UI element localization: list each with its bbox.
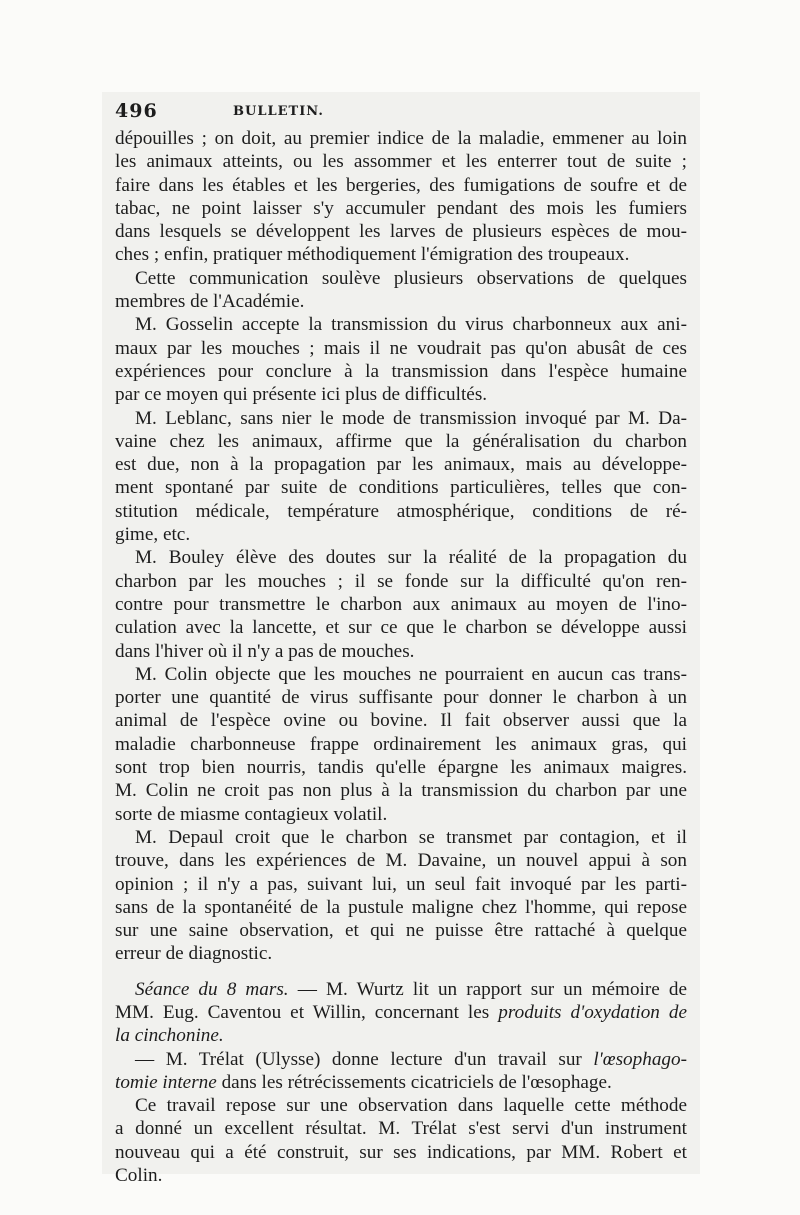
italic-title: la cinchonine.	[115, 1025, 224, 1047]
italic-title: produits d'oxydation de	[498, 1001, 687, 1023]
text-line: dans lesquels se développent les larves de plusieurs espèces de mou-	[115, 221, 687, 243]
text-line: M. Bouley élève des doutes sur la réalité de la propagation du	[135, 547, 687, 569]
text-line: membres de l'Académie.	[115, 291, 305, 313]
text-line: culation avec la lancette, et sur ce que le charbon se développe aussi	[115, 617, 687, 639]
text-line: Ce travail repose sur une observation dans laquelle cette méthode	[135, 1095, 687, 1117]
text-line: est due, non à la propagation par les animaux, mais au développe-	[115, 454, 687, 476]
text-line: sorte de miasme contagieux volatil.	[115, 803, 388, 825]
paragraph	[115, 1094, 687, 1187]
text-line: stitution médicale, température atmosphérique, conditions de ré-	[115, 500, 687, 522]
text-line: dépouilles ; on doit, au premier indice de la maladie, emmener au loin	[115, 128, 687, 149]
text-line: sont trop bien nourris, tandis qu'elle épargne les animaux maigres.	[115, 757, 687, 779]
text-line: faire dans les étables et les bergeries, des fumigations de soufre et de	[115, 174, 687, 196]
text-line: trouve, dans les expériences de M. Davaine, un nouvel appui à son	[115, 850, 687, 872]
text-line: M. Colin ne croit pas non plus à la transmission du charbon par une	[115, 780, 687, 802]
text-line: sur une saine observation, et qui ne puisse être rattaché à quelque	[115, 920, 687, 942]
text-line: par ce moyen qui présente ici plus de difficultés.	[115, 384, 488, 406]
paragraph	[115, 546, 687, 662]
seance-paragraph	[115, 978, 687, 1094]
text-line	[115, 1024, 687, 1047]
text-run: — M. Wurtz lit un rapport sur un mémoire de	[288, 978, 687, 1000]
text-line: opinion ; il n'y a pas, suivant lui, un seul fait invoqué par les parti-	[115, 873, 687, 895]
text-run: MM. Eug. Caventou et Willin, concernant les	[115, 1001, 499, 1023]
text-line: sans de la spontanéité de la pustule maligne chez l'homme, qui repose	[115, 896, 687, 918]
paragraph	[115, 407, 687, 547]
text-line: a donné un excellent résultat. M. Trélat s'est servi d'un instrument	[115, 1118, 687, 1140]
text-line: erreur de diagnostic.	[115, 943, 273, 965]
paragraph	[115, 127, 687, 267]
paragraph	[115, 313, 687, 406]
text-line: contre pour transmettre le charbon aux animaux au moyen de l'ino-	[115, 593, 687, 615]
text-line: ment spontané par suite de conditions particulières, telles que con-	[115, 477, 687, 499]
text-line: maladie charbonneuse frappe ordinairement les animaux gras, qui	[115, 733, 687, 755]
text-line: ches ; enfin, pratiquer méthodiquement l'émigration des troupeaux.	[115, 244, 630, 266]
text-line: tabac, ne point laisser s'y accumuler pendant des mois les fumiers	[115, 197, 687, 219]
text-line: Colin.	[115, 1165, 163, 1187]
text-line: maux par les mouches ; mais il ne voudrait pas qu'on abusât de ces	[115, 337, 687, 359]
text-line: expériences pour conclure à la transmission dans l'espèce humaine	[115, 360, 687, 382]
text-line: M. Colin objecte que les mouches ne pourraient en aucun cas trans-	[135, 663, 687, 685]
paragraph	[115, 826, 687, 966]
text-line: porter une quantité de virus suffisante pour donner le charbon à un	[115, 687, 687, 709]
seance-date: Séance du 8 mars.	[135, 978, 289, 1000]
text-line: vaine chez les animaux, affirme que la généralisation du charbon	[115, 430, 687, 452]
text-line	[115, 1001, 687, 1024]
text-line: animal de l'espèce ovine ou bovine. Il fait observer aussi que la	[115, 710, 687, 732]
text-line	[115, 1048, 687, 1071]
text-line: les animaux atteints, ou les assommer et les enterrer tout de suite ;	[115, 151, 687, 173]
text-run: — M. Trélat (Ulysse) donne lecture d'un travail sur	[135, 1048, 594, 1070]
text-line: gime, etc.	[115, 524, 191, 546]
paragraph	[115, 267, 687, 314]
page-number: 496	[115, 100, 158, 122]
paragraph	[115, 663, 687, 826]
running-title: BULLETIN.	[233, 104, 324, 119]
text-line: dans l'hiver où il n'y a pas de mouches.	[115, 640, 415, 662]
text-line	[115, 978, 687, 1001]
text-line: M. Depaul croit que le charbon se transmet par contagion, et il	[135, 826, 687, 848]
text-line: M. Gosselin accepte la transmission du virus charbonneux aux ani-	[135, 314, 687, 336]
text-run: dans les rétrécissements cicatriciels de l'œsophage.	[216, 1071, 612, 1093]
text-line: nouveau qui a été construit, sur ses indications, par MM. Robert et	[115, 1141, 687, 1163]
text-line: Cette communication soulève plusieurs observations de quelques	[135, 267, 687, 289]
text-line: charbon par les mouches ; il se fonde sur la difficulté qu'on ren-	[115, 570, 687, 592]
section-gap	[115, 966, 687, 978]
text-line: M. Leblanc, sans nier le mode de transmission invoqué par M. Da-	[135, 407, 687, 429]
page-header	[115, 100, 687, 126]
article-body	[115, 127, 687, 1187]
text-line	[115, 1071, 687, 1094]
italic-title: l'œsophago-	[593, 1048, 687, 1070]
italic-title: tomie interne	[115, 1071, 217, 1093]
